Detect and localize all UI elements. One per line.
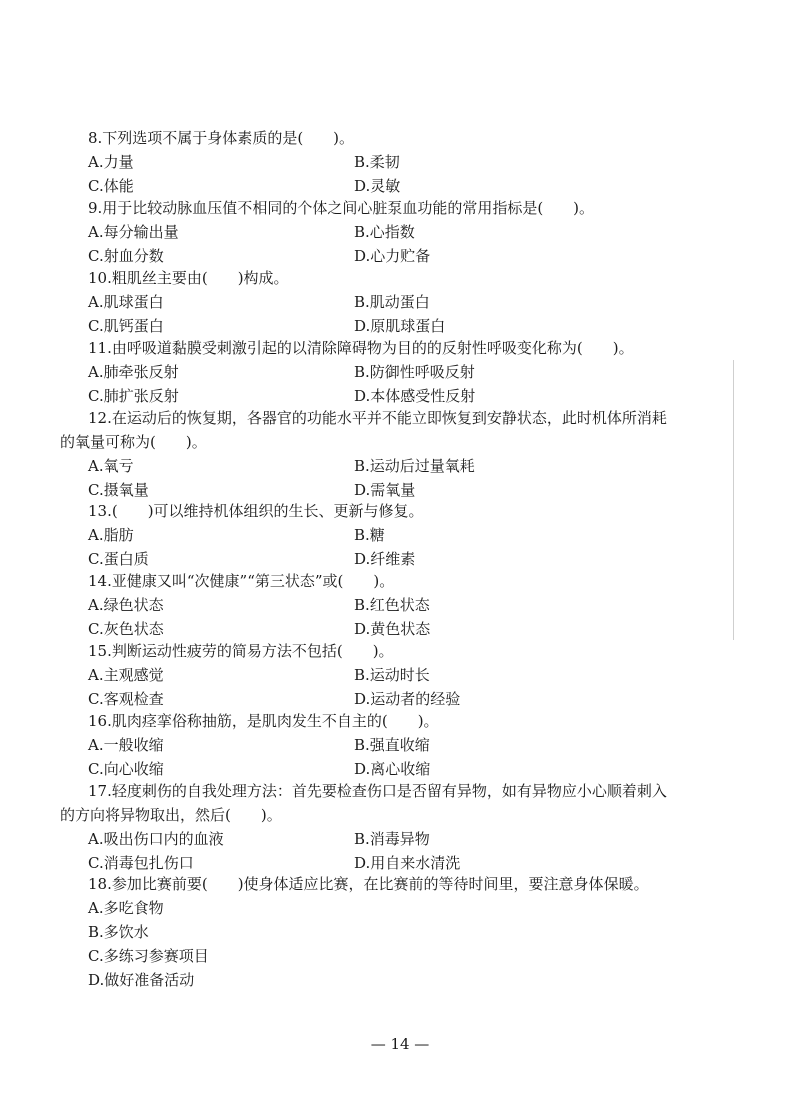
option-c: C.蛋白质 <box>88 550 149 568</box>
option-b: B.运动后过量氧耗 <box>354 457 475 475</box>
option-b: B.防御性呼吸反射 <box>354 363 475 381</box>
option-d: D.灵敏 <box>354 177 401 195</box>
option-c: C.摄氧量 <box>88 481 149 499</box>
scan-margin-line <box>733 360 734 640</box>
option-c: C.体能 <box>88 177 134 195</box>
question-stem: 9.用于比较动脉血压值不相同的个体之间心脏泵血功能的常用指标是( )。 <box>88 199 595 217</box>
question-stem: 15.判断运动性疲劳的简易方法不包括( )。 <box>88 642 394 660</box>
option-b: B.多饮水 <box>88 923 149 941</box>
option-a: A.多吃食物 <box>88 899 164 917</box>
option-a: A.脂肪 <box>88 526 134 544</box>
option-b: B.运动时长 <box>354 666 430 684</box>
option-d: D.需氧量 <box>354 481 416 499</box>
page-number: — 14 — <box>370 1035 430 1053</box>
option-b: B.强直收缩 <box>354 736 430 754</box>
question-stem: 18.参加比赛前要( )使身体适应比赛，在比赛前的等待时间里，要注意身体保暖。 <box>88 875 649 893</box>
option-a: A.绿色状态 <box>88 596 164 614</box>
option-b: B.心指数 <box>354 223 415 241</box>
option-c: C.射血分数 <box>88 247 164 265</box>
option-a: A.氧亏 <box>88 457 134 475</box>
option-a: A.肺牵张反射 <box>88 363 179 381</box>
question-stem: 16.肌肉痉挛俗称抽筋，是肌肉发生不自主的( )。 <box>88 712 439 730</box>
option-d: D.原肌球蛋白 <box>354 317 446 335</box>
option-d: D.运动者的经验 <box>354 690 461 708</box>
option-c: C.肺扩张反射 <box>88 387 179 405</box>
question-stem: 10.粗肌丝主要由( )构成。 <box>88 269 289 287</box>
option-b: B.糖 <box>354 526 385 544</box>
option-a: A.每分输出量 <box>88 223 179 241</box>
option-c: C.灰色状态 <box>88 620 164 638</box>
question-stem: 17.轻度刺伤的自我处理方法：首先要检查伤口是否留有异物，如有异物应小心顺着刺入 <box>88 782 667 800</box>
option-d: D.离心收缩 <box>354 760 431 778</box>
question-stem: 13.( )可以维持机体组织的生长、更新与修复。 <box>88 502 424 520</box>
option-c: C.消毒包扎伤口 <box>88 854 194 872</box>
option-c: C.向心收缩 <box>88 760 164 778</box>
option-b: B.消毒异物 <box>354 830 430 848</box>
option-c: C.多练习参赛项目 <box>88 947 209 965</box>
option-d: D.做好准备活动 <box>88 971 195 989</box>
option-b: B.红色状态 <box>354 596 430 614</box>
option-a: A.主观感觉 <box>88 666 164 684</box>
option-c: C.客观检查 <box>88 690 164 708</box>
question-stem: 14.亚健康又叫“次健康”“第三状态”或( )。 <box>88 572 395 590</box>
option-a: A.一般收缩 <box>88 736 164 754</box>
option-d: D.本体感受性反射 <box>354 387 476 405</box>
question-stem-continued: 的方向将异物取出，然后( )。 <box>60 806 282 824</box>
option-b: B.柔韧 <box>354 153 400 171</box>
option-d: D.纤维素 <box>354 550 416 568</box>
option-d: D.用自来水清洗 <box>354 854 461 872</box>
option-c: C.肌钙蛋白 <box>88 317 164 335</box>
option-d: D.心力贮备 <box>354 247 431 265</box>
question-stem: 8.下列选项不属于身体素质的是( )。 <box>88 129 355 147</box>
option-a: A.吸出伤口内的血液 <box>88 830 224 848</box>
option-d: D.黄色状态 <box>354 620 431 638</box>
option-b: B.肌动蛋白 <box>354 293 430 311</box>
question-stem: 12.在运动后的恢复期，各器官的功能水平并不能立即恢复到安静状态，此时机体所消耗 <box>88 409 667 427</box>
option-a: A.力量 <box>88 153 134 171</box>
question-stem-continued: 的氧量可称为( )。 <box>60 433 207 451</box>
question-stem: 11.由呼吸道黏膜受刺激引起的以清除障碍物为目的的反射性呼吸变化称为( )。 <box>88 339 634 357</box>
option-a: A.肌球蛋白 <box>88 293 164 311</box>
